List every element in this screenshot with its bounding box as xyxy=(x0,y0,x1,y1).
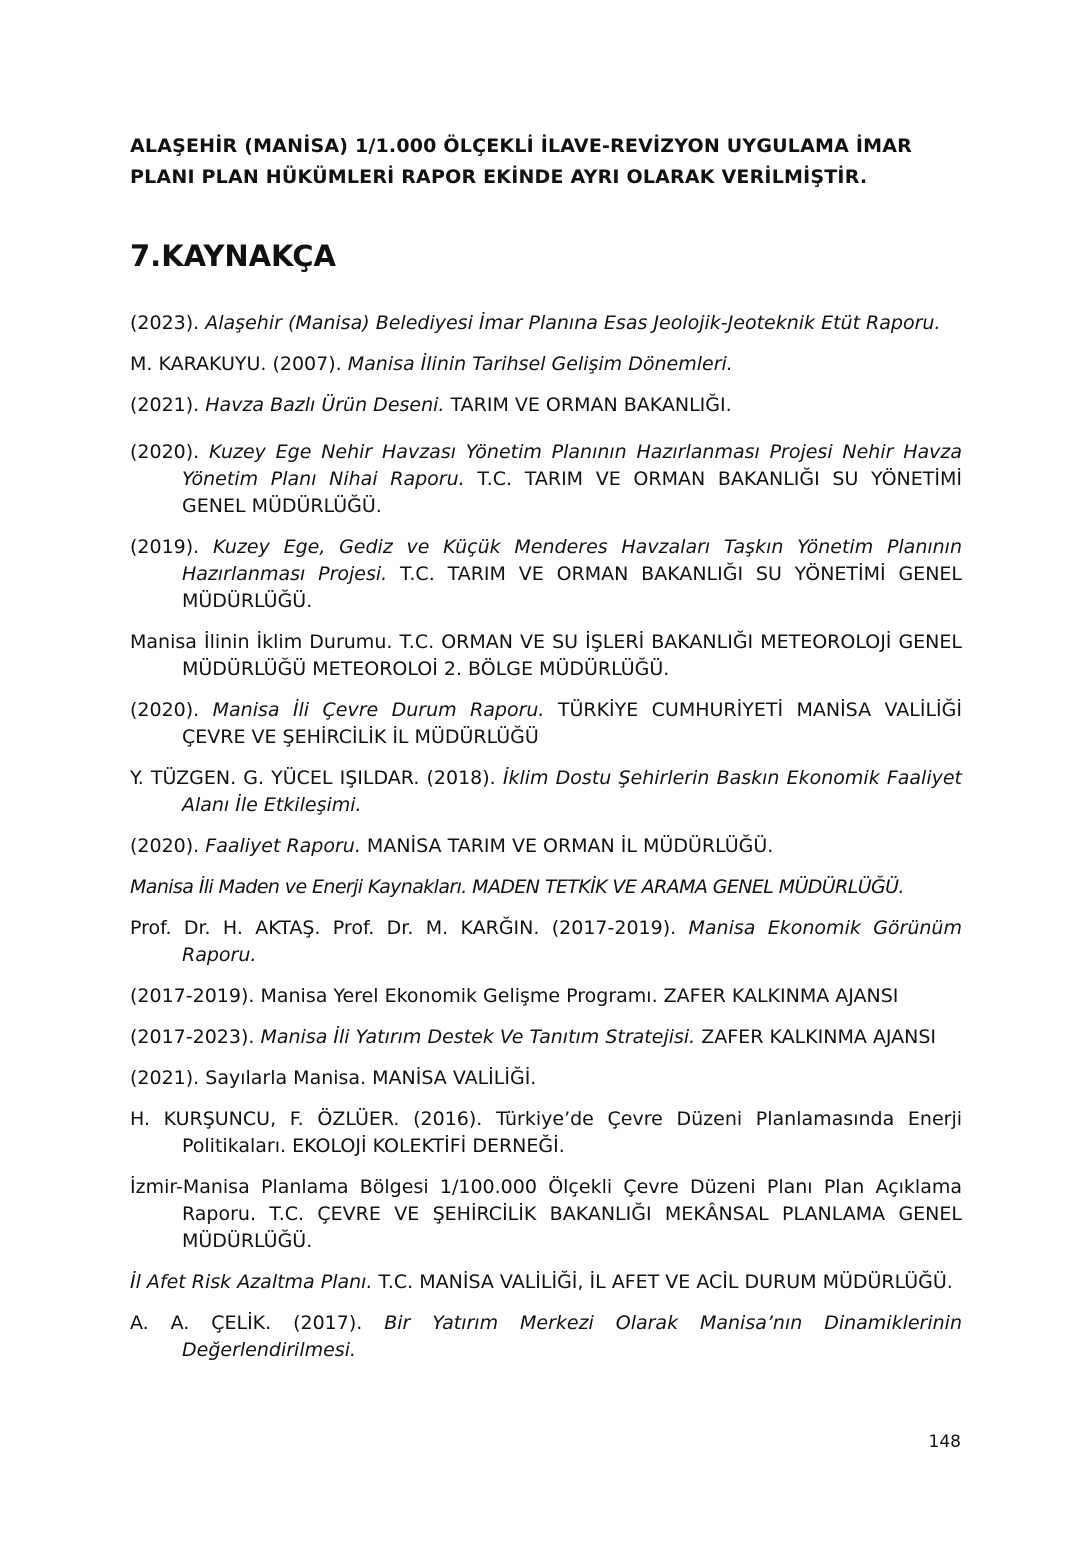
reference-entry xyxy=(130,833,962,860)
reference-title: Alaşehir (Manisa) Belediyesi İmar Planına Esas Jeolojik-Jeoteknik Etüt Raporu. xyxy=(205,312,941,334)
reference-entry xyxy=(130,765,962,819)
reference-lead: H. KURŞUNCU, F. ÖZLÜER. (2016). Türkiye’de Çevre Düzeni Planlamasında Enerji Politikaları. EKOLOJİ KOLEKTİFİ DERNEĞİ. xyxy=(130,1108,962,1157)
reference-lead: Prof. Dr. H. AKTAŞ. Prof. Dr. M. KARĞIN. (2017-2019). xyxy=(130,917,689,939)
reference-title: İklim Dostu Şehirlerin Baskın Ekonomik Faaliyet Alanı İle Etkileşimi. xyxy=(182,767,962,816)
reference-lead: İzmir-Manisa Planlama Bölgesi 1/100.000 Ölçekli Çevre Düzeni Planı Plan Açıklama Raporu. T.C. ÇEVRE VE ŞEHİRCİLİK BAKANLIĞI MEKÂNSAL PLANLAMA GENEL MÜDÜRLÜĞÜ. xyxy=(130,1176,962,1252)
reference-publisher: T.C. MANİSA VALİLİĞİ, İL AFET VE ACİL DURUM MÜDÜRLÜĞÜ. xyxy=(372,1271,953,1293)
reference-entry xyxy=(130,1174,962,1255)
reference-lead: (2021). xyxy=(130,394,206,416)
reference-entry xyxy=(130,310,962,337)
reference-title: Manisa Ekonomik Görünüm Raporu. xyxy=(182,917,962,966)
reference-list xyxy=(130,296,962,1364)
reference-entry xyxy=(130,439,962,520)
reference-entry xyxy=(130,534,962,615)
reference-publisher: T.C. TARIM VE ORMAN BAKANLIĞI SU YÖNETİMİ GENEL MÜDÜRLÜĞÜ. xyxy=(182,468,962,517)
reference-entry xyxy=(130,915,962,969)
reference-lead: (2017-2023). xyxy=(130,1026,261,1048)
reference-lead: (2020). xyxy=(130,441,209,463)
plan-notice-heading: ALAŞEHİR (MANİSA) 1/1.000 ÖLÇEKLİ İLAVE-REVİZYON UYGULAMA İMAR PLANI PLAN HÜKÜMLERİ RAPOR EKİNDE AYRI OLARAK VERİLMİŞTİR. xyxy=(130,135,912,188)
reference-entry xyxy=(130,1310,962,1364)
reference-lead: (2019). xyxy=(130,536,213,558)
reference-title: Faaliyet Raporu. xyxy=(205,835,361,857)
reference-publisher: TARIM VE ORMAN BAKANLIĞI. xyxy=(444,394,732,416)
reference-publisher: MANİSA TARIM VE ORMAN İL MÜDÜRLÜĞÜ. xyxy=(360,835,774,857)
reference-publisher: ZAFER KALKINMA AJANSI xyxy=(695,1026,937,1048)
reference-entry xyxy=(130,351,962,378)
reference-title: Bir Yatırım Merkezi Olarak Manisa’nın Dinamiklerinin Değerlendirilmesi. xyxy=(182,1312,962,1361)
reference-entry xyxy=(130,874,962,901)
reference-entry xyxy=(130,1024,962,1051)
reference-lead: (2020). xyxy=(130,699,213,721)
reference-lead: Manisa İlinin İklim Durumu. T.C. ORMAN VE SU İŞLERİ BAKANLIĞI METEOROLOJİ GENEL MÜDÜRLÜĞÜ METEOROLOİ 2. BÖLGE MÜDÜRLÜĞÜ. xyxy=(130,631,962,680)
reference-entry xyxy=(130,983,962,1010)
reference-publisher: T.C. TARIM VE ORMAN BAKANLIĞI SU YÖNETİMİ GENEL MÜDÜRLÜĞÜ. xyxy=(182,563,962,612)
reference-title: Havza Bazlı Ürün Deseni. xyxy=(205,394,445,416)
reference-title: Manisa İli Çevre Durum Raporu. xyxy=(212,699,545,721)
reference-title: İl Afet Risk Azaltma Planı. xyxy=(130,1271,373,1293)
reference-entry xyxy=(130,1106,962,1160)
section-title: 7.KAYNAKÇA xyxy=(130,239,336,273)
reference-title: Manisa İlinin Tarihsel Gelişim Dönemleri. xyxy=(347,353,733,375)
reference-entry xyxy=(130,697,962,751)
reference-title: Kuzey Ege, Gediz ve Küçük Menderes Havzaları Taşkın Yönetim Planının Hazırlanması Projesi. xyxy=(182,536,963,585)
reference-lead: A. A. ÇELİK. (2017). xyxy=(130,1312,385,1334)
reference-title: Kuzey Ege Nehir Havzası Yönetim Planının Hazırlanması Projesi Nehir Havza Yönetim Planı Nihai Raporu. xyxy=(182,441,962,490)
reference-entry xyxy=(130,1065,962,1092)
reference-lead: (2021). Sayılarla Manisa. MANİSA VALİLİĞİ. xyxy=(130,1067,537,1089)
reference-entry xyxy=(130,629,962,683)
reference-lead: Y. TÜZGEN. G. YÜCEL IŞILDAR. (2018). xyxy=(130,767,503,789)
page-number: 148 xyxy=(928,1432,961,1452)
reference-publisher: TÜRKİYE CUMHURİYETİ MANİSA VALİLİĞİ ÇEVRE VE ŞEHİRCİLİK İL MÜDÜRLÜĞÜ xyxy=(182,699,962,748)
reference-entry xyxy=(130,392,962,419)
reference-lead: (2023). xyxy=(130,312,206,334)
reference-lead: (2020). xyxy=(130,835,206,857)
reference-title: Manisa İli Maden ve Enerji Kaynakları. MADEN TETKİK VE ARAMA GENEL MÜDÜRLÜĞÜ. xyxy=(130,876,904,898)
reference-entry xyxy=(130,1269,962,1296)
reference-lead: M. KARAKUYU. (2007). xyxy=(130,353,348,375)
reference-lead: (2017-2019). Manisa Yerel Ekonomik Gelişme Programı. ZAFER KALKINMA AJANSI xyxy=(130,985,899,1007)
reference-title: Manisa İli Yatırım Destek Ve Tanıtım Stratejisi. xyxy=(260,1026,696,1048)
